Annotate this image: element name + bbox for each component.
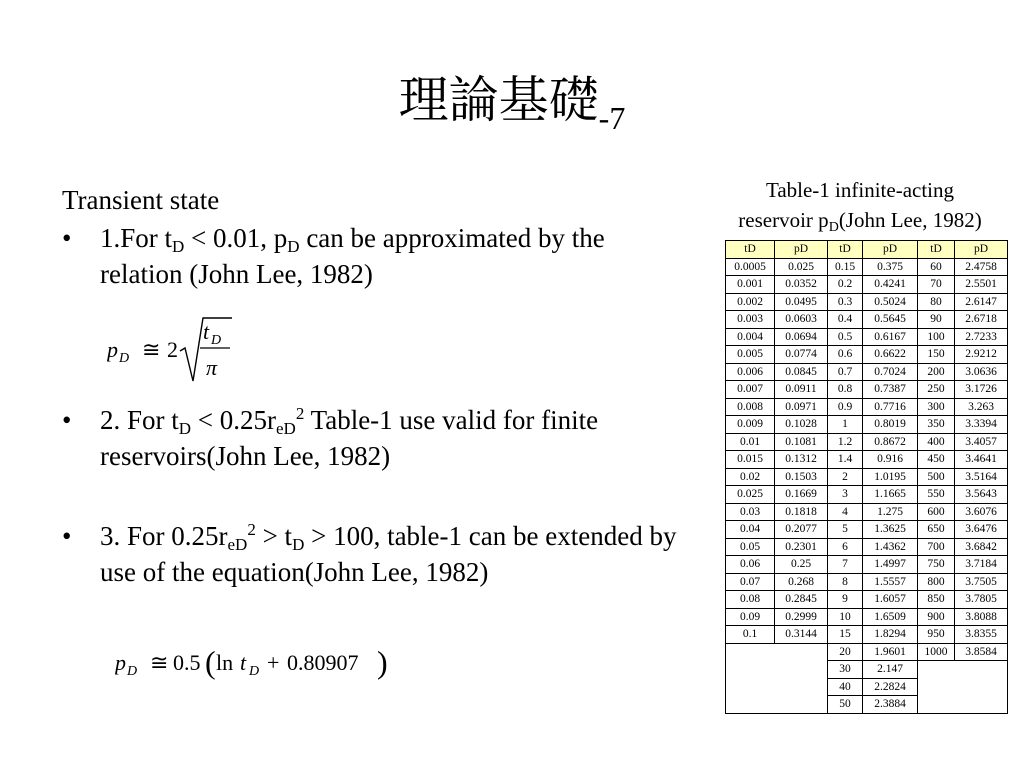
table-cell: 0.9 <box>828 398 863 416</box>
eq2-t-sub: D <box>249 664 260 679</box>
eq1-operator: ≅ <box>142 337 161 362</box>
table-cell: 0.06 <box>726 556 775 574</box>
table-cell: 850 <box>918 591 955 609</box>
table-cell: 950 <box>918 626 955 644</box>
table-cell: 0.1081 <box>775 433 828 451</box>
caption-text: (John Lee, 1982) <box>838 208 982 232</box>
table-cell: 550 <box>918 486 955 504</box>
table-cell: 80 <box>918 293 955 311</box>
bullet-spacer <box>62 474 682 518</box>
table-cell: 0.6167 <box>863 328 918 346</box>
table-cell: 1.4362 <box>863 538 918 556</box>
paren-open: ( <box>205 644 216 680</box>
equation-log <box>115 640 405 685</box>
table-cell: 0.8672 <box>863 433 918 451</box>
table-cell: 0.006 <box>726 363 775 381</box>
table-cell: 1.2 <box>828 433 863 451</box>
table-cell: 0.2 <box>828 276 863 294</box>
table-cell: 10 <box>828 608 863 626</box>
table-cell: 0.015 <box>726 451 775 469</box>
table-cell: 200 <box>918 363 955 381</box>
table-cell: 1 <box>828 416 863 434</box>
table-cell: 2.147 <box>863 661 918 679</box>
table-cell: 90 <box>918 311 955 329</box>
table-cell: 0.5645 <box>863 311 918 329</box>
bullet-1-text: < 0.01, p <box>184 223 288 253</box>
table-empty-block <box>726 643 828 713</box>
eq2-coefficient: 0.5 <box>173 650 201 675</box>
table-cell: 3.8355 <box>955 626 1008 644</box>
table-row <box>726 486 1008 504</box>
table-cell: 0.03 <box>726 503 775 521</box>
table-cell: 700 <box>918 538 955 556</box>
table-cell: 0.5 <box>828 328 863 346</box>
table-cell: 0.0845 <box>775 363 828 381</box>
table-row <box>726 328 1008 346</box>
table-cell: 350 <box>918 416 955 434</box>
table-cell: 800 <box>918 573 955 591</box>
table-row <box>726 503 1008 521</box>
table-cell: 500 <box>918 468 955 486</box>
table-cell: 0.0603 <box>775 311 828 329</box>
table-header-cell: pD <box>955 241 1008 259</box>
table-cell: 0.0694 <box>775 328 828 346</box>
table-cell: 4 <box>828 503 863 521</box>
table-header-cell: tD <box>918 241 955 259</box>
table-cell: 0.4241 <box>863 276 918 294</box>
table-cell: 30 <box>828 661 863 679</box>
bullet-3-text: 3. For 0.25r <box>100 521 228 551</box>
table-cell: 300 <box>918 398 955 416</box>
table-header-cell: tD <box>828 241 863 259</box>
table-cell: 2 <box>828 468 863 486</box>
table-cell: 0.6622 <box>863 346 918 364</box>
table-cell: 0.2077 <box>775 521 828 539</box>
table-cell: 0.09 <box>726 608 775 626</box>
table-cell: 0.001 <box>726 276 775 294</box>
table-cell: 1.3625 <box>863 521 918 539</box>
table-cell: 0.3 <box>828 293 863 311</box>
table-cell: 900 <box>918 608 955 626</box>
table-cell: 3.7184 <box>955 556 1008 574</box>
table-row <box>726 451 1008 469</box>
eq1-lhs: p <box>107 337 118 362</box>
table-cell: 750 <box>918 556 955 574</box>
table-cell: 3.0636 <box>955 363 1008 381</box>
eq1-numerator-sub: D <box>211 333 222 348</box>
table-cell: 0.2999 <box>775 608 828 626</box>
table-1 <box>725 240 1008 714</box>
table-cell: 0.007 <box>726 381 775 399</box>
subscript: eD <box>276 419 296 438</box>
table-cell: 600 <box>918 503 955 521</box>
table-header-row <box>726 241 1008 259</box>
table-cell: 0.7716 <box>863 398 918 416</box>
table-cell: 0.01 <box>726 433 775 451</box>
table-cell: 3.3394 <box>955 416 1008 434</box>
table-cell: 0.375 <box>863 258 918 276</box>
title-suffix: -7 <box>598 100 626 136</box>
table-cell: 0.0495 <box>775 293 828 311</box>
table-cell: 0.005 <box>726 346 775 364</box>
table-cell: 0.025 <box>775 258 828 276</box>
table-cell: 1.8294 <box>863 626 918 644</box>
table-cell: 3.8088 <box>955 608 1008 626</box>
table-cell: 3.263 <box>955 398 1008 416</box>
table-row <box>726 398 1008 416</box>
table-cell: 0.8019 <box>863 416 918 434</box>
table-cell: 0.003 <box>726 311 775 329</box>
table-cell: 0.0352 <box>775 276 828 294</box>
table-cell: 0.07 <box>726 573 775 591</box>
table-cell: 400 <box>918 433 955 451</box>
table-cell: 0.002 <box>726 293 775 311</box>
table-cell: 20 <box>828 643 863 661</box>
table-cell: 15 <box>828 626 863 644</box>
table-cell: 2.6147 <box>955 293 1008 311</box>
table-cell: 0.1669 <box>775 486 828 504</box>
table-cell: 7 <box>828 556 863 574</box>
table-cell: 50 <box>828 696 863 714</box>
eq1-coefficient: 2 <box>167 337 178 362</box>
table-cell: 0.1312 <box>775 451 828 469</box>
table-row <box>726 346 1008 364</box>
subscript: D <box>178 419 192 438</box>
table-cell: 0.7024 <box>863 363 918 381</box>
table-row <box>726 573 1008 591</box>
table-cell: 450 <box>918 451 955 469</box>
table-cell: 0.25 <box>775 556 828 574</box>
subscript: D <box>292 535 305 554</box>
table-cell: 2.7233 <box>955 328 1008 346</box>
subscript: D <box>287 237 300 256</box>
paren-close: ) <box>377 644 388 680</box>
table-cell: 2.4758 <box>955 258 1008 276</box>
bullet-2-text: 2. For t <box>100 405 179 435</box>
title-main: 理論基礎 <box>398 72 599 128</box>
table-cell: 3.4641 <box>955 451 1008 469</box>
table-cell: 3.7505 <box>955 573 1008 591</box>
table-row <box>726 608 1008 626</box>
table-cell: 0.4 <box>828 311 863 329</box>
table-cell: 0.268 <box>775 573 828 591</box>
slide-title <box>0 70 1024 148</box>
eq1-lhs-sub: D <box>119 351 130 366</box>
table-cell: 650 <box>918 521 955 539</box>
bullet-3-text: > t <box>255 521 293 551</box>
table-cell: 2.3884 <box>863 696 918 714</box>
table-row <box>726 258 1008 276</box>
bullet-1-text: 1.For t <box>100 223 173 253</box>
eq2-ln: ln <box>216 650 234 675</box>
eq1-denominator: π <box>206 355 218 380</box>
table-row <box>726 538 1008 556</box>
table-cell: 250 <box>918 381 955 399</box>
table-cell: 60 <box>918 258 955 276</box>
table-cell: 0.0005 <box>726 258 775 276</box>
table-cell: 0.008 <box>726 398 775 416</box>
table-cell: 1.5557 <box>863 573 918 591</box>
table-cell: 0.8 <box>828 381 863 399</box>
heading-transient-state: Transient state <box>62 185 220 215</box>
table-cell: 0.05 <box>726 538 775 556</box>
table-cell: 0.0911 <box>775 381 828 399</box>
eq2-operator: ≅ <box>150 650 169 675</box>
bullet-2-text: Table-1 use valid for finite reservoirs(John Lee, 1982) <box>100 405 599 471</box>
superscript: 2 <box>295 404 305 423</box>
table-row <box>726 521 1008 539</box>
superscript: 2 <box>247 520 256 539</box>
table-cell: 0.08 <box>726 591 775 609</box>
table-cell: 0.916 <box>863 451 918 469</box>
table-cell: 0.04 <box>726 521 775 539</box>
table-cell: 100 <box>918 328 955 346</box>
caption-subscript: D <box>828 220 839 235</box>
table-caption <box>700 175 1020 235</box>
table-cell: 1.4 <box>828 451 863 469</box>
table-cell: 1.6509 <box>863 608 918 626</box>
table-cell: 1.1665 <box>863 486 918 504</box>
content-body <box>62 182 682 590</box>
table-row <box>726 311 1008 329</box>
table-cell: 3.6476 <box>955 521 1008 539</box>
table-row <box>726 591 1008 609</box>
table-row <box>726 468 1008 486</box>
table-cell: 2.2824 <box>863 678 918 696</box>
table-cell: 0.0971 <box>775 398 828 416</box>
table-header-cell: tD <box>726 241 775 259</box>
caption-text: reservoir p <box>738 208 829 232</box>
table-cell: 0.7 <box>828 363 863 381</box>
table-cell: 0.15 <box>828 258 863 276</box>
table-cell: 2.6718 <box>955 311 1008 329</box>
table-cell: 0.6 <box>828 346 863 364</box>
subscript: eD <box>227 535 248 554</box>
bullet-2 <box>62 402 682 474</box>
table-cell: 9 <box>828 591 863 609</box>
table-row <box>726 556 1008 574</box>
table-empty-block <box>918 661 1008 714</box>
table-cell: 2.5501 <box>955 276 1008 294</box>
equation-sqrt <box>107 315 267 385</box>
eq2-t: t <box>240 650 247 675</box>
table-cell: 0.1503 <box>775 468 828 486</box>
bullet-1 <box>62 220 682 292</box>
subscript: D <box>172 237 185 256</box>
table-cell: 8 <box>828 573 863 591</box>
table-row <box>726 643 1008 661</box>
table-cell: 0.1818 <box>775 503 828 521</box>
table-cell: 3.6076 <box>955 503 1008 521</box>
table-cell: 1.275 <box>863 503 918 521</box>
table-cell: 3.6842 <box>955 538 1008 556</box>
table-row <box>726 433 1008 451</box>
table-cell: 5 <box>828 521 863 539</box>
table-cell: 3.8584 <box>955 643 1008 661</box>
table-cell: 3.7805 <box>955 591 1008 609</box>
table-cell: 0.009 <box>726 416 775 434</box>
table-cell: 0.2845 <box>775 591 828 609</box>
table-cell: 0.1028 <box>775 416 828 434</box>
table-cell: 1.4997 <box>863 556 918 574</box>
eq2-plus: + <box>267 650 280 675</box>
table-cell: 3 <box>828 486 863 504</box>
table-row <box>726 276 1008 294</box>
caption-line-2 <box>700 205 1020 235</box>
table-cell: 0.5024 <box>863 293 918 311</box>
eq1-numerator: t <box>203 319 210 344</box>
eq2-constant: 0.80907 <box>287 650 359 675</box>
table-cell: 70 <box>918 276 955 294</box>
table-cell: 3.4057 <box>955 433 1008 451</box>
bullet-1-text: can be approximated by the relation (John Lee, 1982) <box>100 223 605 289</box>
table-cell: 0.004 <box>726 328 775 346</box>
table-cell: 0.0774 <box>775 346 828 364</box>
eq2-lhs-sub: D <box>127 664 138 679</box>
table-cell: 3.5643 <box>955 486 1008 504</box>
table-cell: 150 <box>918 346 955 364</box>
table-cell: 1.0195 <box>863 468 918 486</box>
bullet-2-text: < 0.25r <box>191 405 277 435</box>
table-row <box>726 363 1008 381</box>
table-row <box>726 293 1008 311</box>
table-row <box>726 381 1008 399</box>
caption-line-1: Table-1 infinite-acting <box>765 178 955 202</box>
table-header-cell: pD <box>775 241 828 259</box>
table-row <box>726 416 1008 434</box>
bullet-3 <box>62 518 682 590</box>
table-header-cell: pD <box>863 241 918 259</box>
bullet-3-text: > 100, table-1 can be extended by use of the equation(John Lee, 1982) <box>100 521 677 587</box>
table-cell: 2.9212 <box>955 346 1008 364</box>
eq2-lhs: p <box>115 650 126 675</box>
table-cell: 6 <box>828 538 863 556</box>
table-cell: 0.02 <box>726 468 775 486</box>
table-cell: 0.2301 <box>775 538 828 556</box>
table-cell: 40 <box>828 678 863 696</box>
table-cell: 0.1 <box>726 626 775 644</box>
table-cell: 3.1726 <box>955 381 1008 399</box>
table-cell: 1.6057 <box>863 591 918 609</box>
table-cell: 3.5164 <box>955 468 1008 486</box>
table-cell: 0.7387 <box>863 381 918 399</box>
table-cell: 1000 <box>918 643 955 661</box>
table-row <box>726 626 1008 644</box>
table-cell: 1.9601 <box>863 643 918 661</box>
table-cell: 0.025 <box>726 486 775 504</box>
table-cell: 0.3144 <box>775 626 828 644</box>
